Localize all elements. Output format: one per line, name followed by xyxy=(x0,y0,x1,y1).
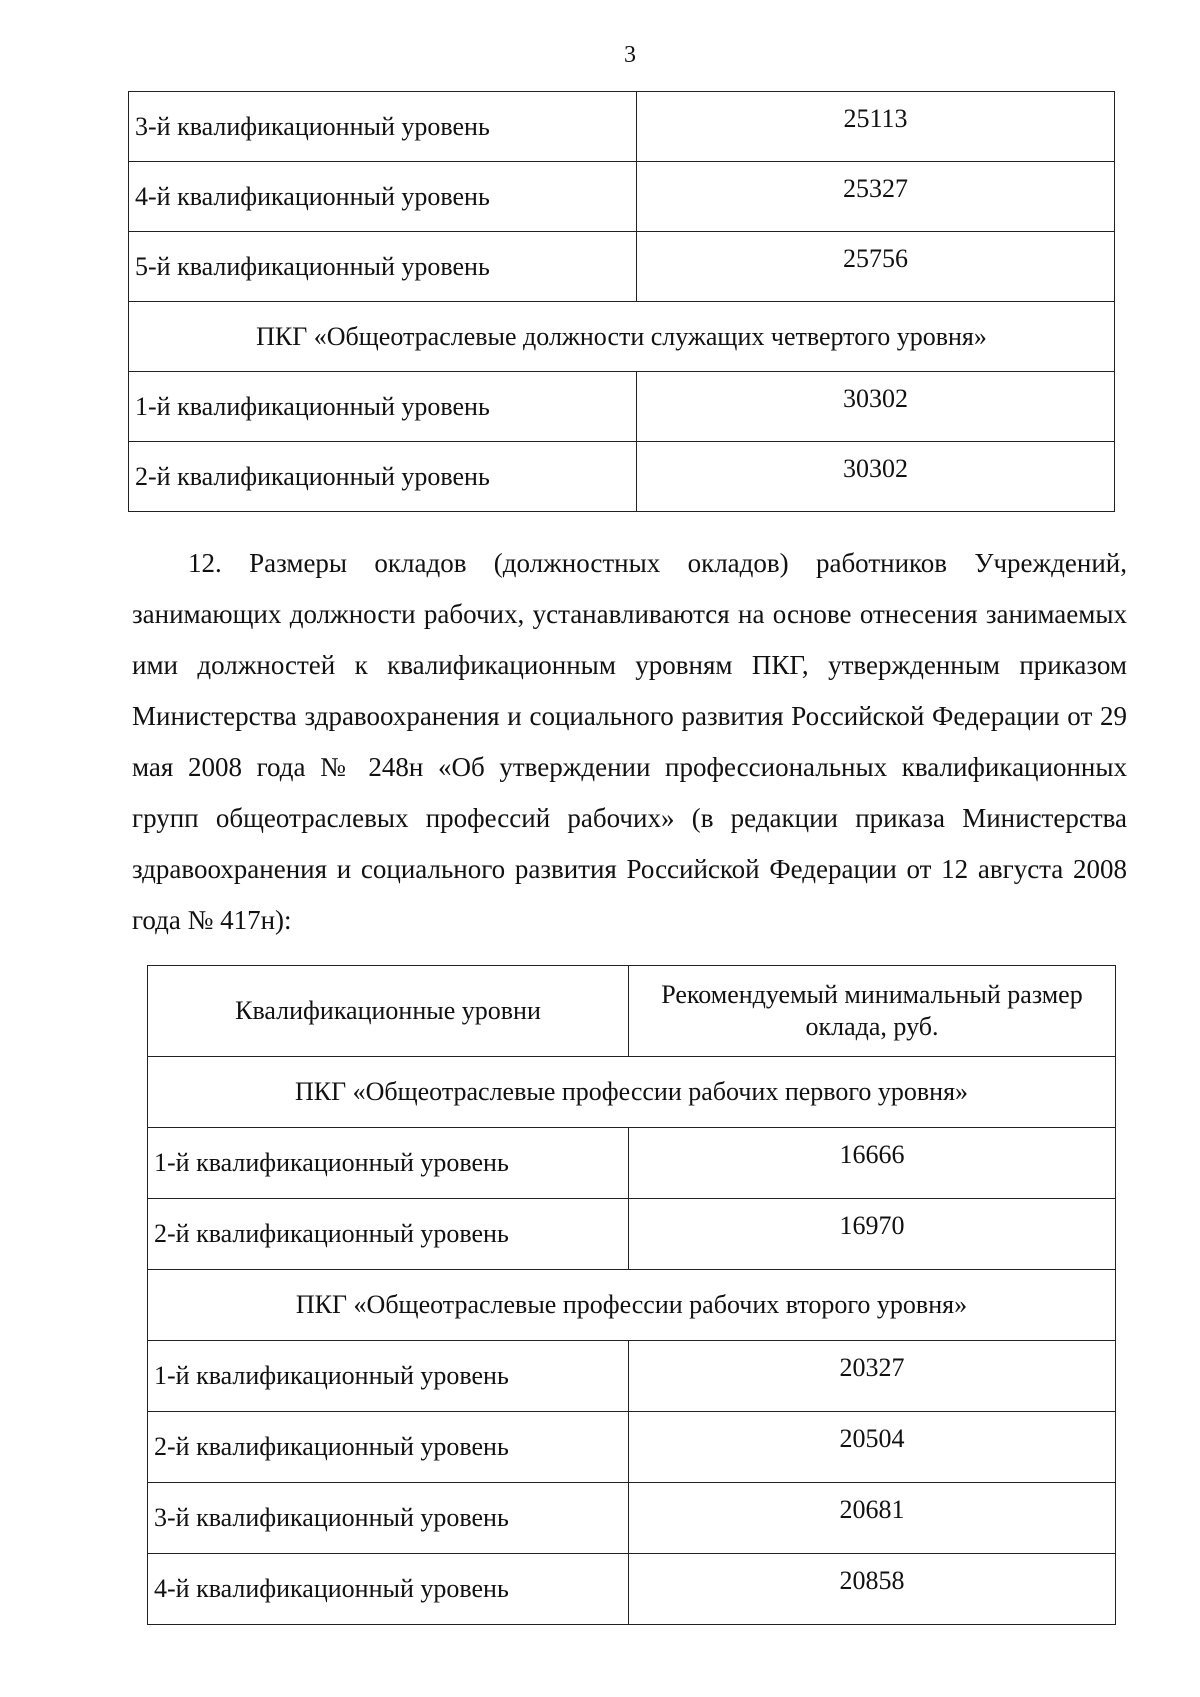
column-header-salary: Рекомендуемый минимальный размер оклада, руб. xyxy=(629,966,1116,1057)
table-row xyxy=(148,1341,1116,1412)
clause-12-paragraph: 12. Размеры окладов (должностных окладов) работников Учреждений, занимающих должности рабочих, устанавливаются на основе отнесения занимаемых ими должностей к квалификационным уровням ПКГ, утвержденным приказом Министерства здравоохранения и социального развития Российской Федерации от 29 мая 2008 года № 248н «Об утверждении профессиональных квалификационных групп общеотраслевых профессий рабочих» (в редакции приказа Министерства здравоохранения и социального развития Российской Федерации от 12 августа 2008 года № 417н): xyxy=(132,548,1127,935)
table-row xyxy=(129,92,1115,162)
pkg-group-heading: ПКГ «Общеотраслевые профессии рабочих второго уровня» xyxy=(148,1270,1116,1341)
salary-value-cell: 20858 xyxy=(629,1554,1116,1625)
qualification-level-cell: 3-й квалификационный уровень xyxy=(148,1483,629,1554)
table-row xyxy=(129,442,1115,512)
salary-value-cell: 16666 xyxy=(629,1128,1116,1199)
qualification-level-cell: 4-й квалификационный уровень xyxy=(148,1554,629,1625)
table-group-row xyxy=(148,1270,1116,1341)
page-number: 3 xyxy=(624,42,636,68)
qualification-level-cell: 2-й квалификационный уровень xyxy=(148,1412,629,1483)
salary-value-cell: 30302 xyxy=(637,372,1115,442)
qualification-level-cell: 3-й квалификационный уровень xyxy=(129,92,637,162)
column-header-levels: Квалификационные уровни xyxy=(148,966,629,1057)
salary-value-cell: 25113 xyxy=(637,92,1115,162)
qualification-level-cell: 1-й квалификационный уровень xyxy=(148,1341,629,1412)
table-row xyxy=(148,1199,1116,1270)
salary-table-workers xyxy=(147,965,1116,1625)
table-row xyxy=(148,1128,1116,1199)
table-row xyxy=(129,232,1115,302)
qualification-level-cell: 2-й квалификационный уровень xyxy=(148,1199,629,1270)
table-row xyxy=(148,1554,1116,1625)
table-group-row xyxy=(148,1057,1116,1128)
salary-value-cell: 20681 xyxy=(629,1483,1116,1554)
table-group-row xyxy=(129,302,1115,372)
table-row xyxy=(129,372,1115,442)
salary-value-cell: 25327 xyxy=(637,162,1115,232)
qualification-level-cell: 1-й квалификационный уровень xyxy=(129,372,637,442)
salary-value-cell: 25756 xyxy=(637,232,1115,302)
table-row xyxy=(148,1412,1116,1483)
qualification-level-cell: 2-й квалификационный уровень xyxy=(129,442,637,512)
salary-value-cell: 30302 xyxy=(637,442,1115,512)
pkg-group-heading: ПКГ «Общеотраслевые профессии рабочих первого уровня» xyxy=(148,1057,1116,1128)
pkg-group-heading: ПКГ «Общеотраслевые должности служащих четвертого уровня» xyxy=(129,302,1115,372)
salary-value-cell: 16970 xyxy=(629,1199,1116,1270)
table-row xyxy=(148,1483,1116,1554)
qualification-level-cell: 1-й квалификационный уровень xyxy=(148,1128,629,1199)
salary-value-cell: 20504 xyxy=(629,1412,1116,1483)
salary-table-clerks xyxy=(128,91,1115,512)
qualification-level-cell: 5-й квалификационный уровень xyxy=(129,232,637,302)
salary-value-cell: 20327 xyxy=(629,1341,1116,1412)
qualification-level-cell: 4-й квалификационный уровень xyxy=(129,162,637,232)
table-header-row xyxy=(148,966,1116,1057)
table-row xyxy=(129,162,1115,232)
